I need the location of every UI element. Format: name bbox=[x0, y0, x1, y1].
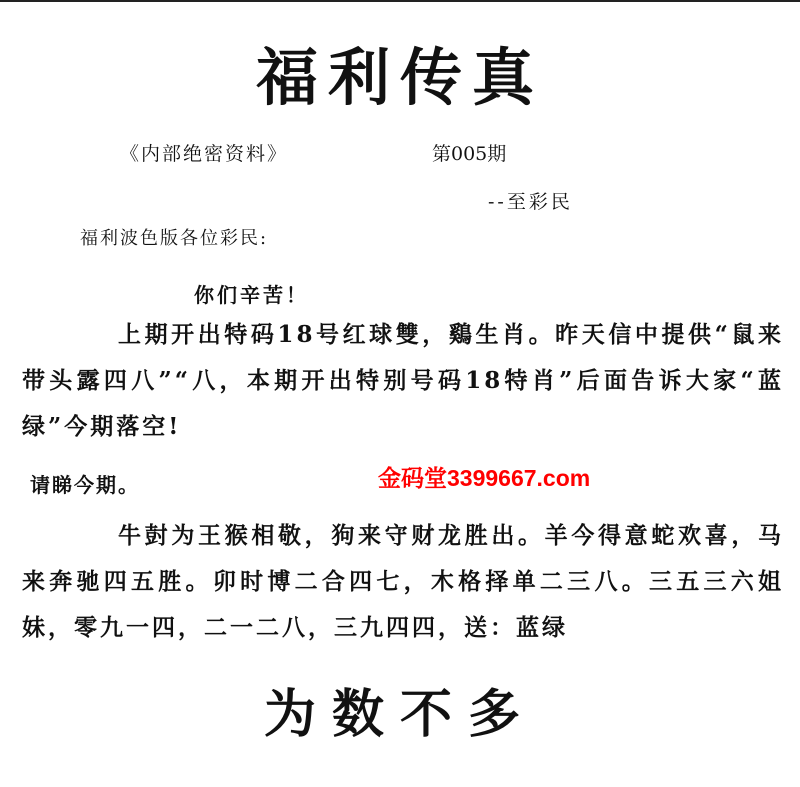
paragraph-1: 上期开出特码18号红球雙，鷄生肖。昨天信中提供“鼠来带头露四八”“八，本期开出特别号码18特肖”后面告诉大家“蓝绿”今期落空! bbox=[22, 321, 784, 440]
paragraph-2: 牛尌为王猴相敬，狗来守财龙胜出。羊今得意蛇欢喜，马来奔驰四五胜。卯时博二合四七，木格择单二三八。三五三六姐妹，零九一四，二一二八，三九四四，送：蓝绿 bbox=[22, 522, 784, 641]
footer-slogan: 为数不多 bbox=[263, 684, 536, 745]
sender-line: --至彩民 bbox=[488, 191, 573, 213]
top-border bbox=[0, 0, 800, 2]
salutation: 福利波色版各位彩民: bbox=[80, 228, 269, 249]
closing-line: 请睇今期。 bbox=[30, 473, 140, 497]
page-title: 福利传真 bbox=[255, 41, 544, 114]
greeting: 你们辛苦！ bbox=[194, 283, 309, 307]
issue-number: 第005期 bbox=[432, 143, 507, 165]
watermark-text: 金码堂3399667.com bbox=[378, 465, 591, 491]
document-name: 《内部绝密资料》 bbox=[120, 143, 289, 165]
